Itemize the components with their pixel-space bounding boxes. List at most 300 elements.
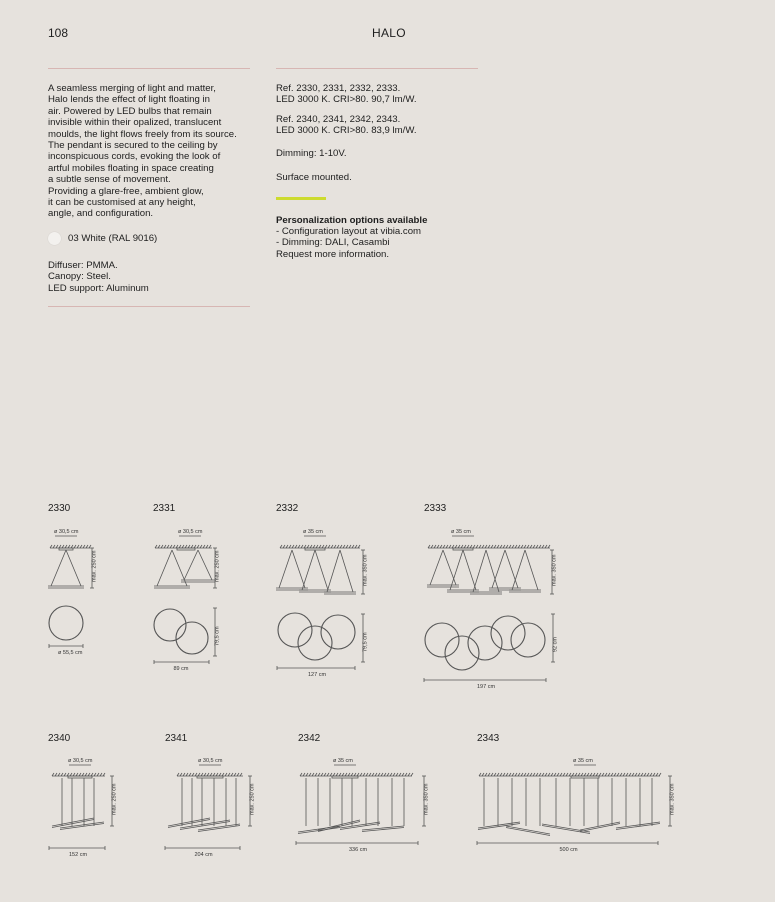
- ceiling-hatch: [536, 545, 538, 548]
- canopy: [197, 776, 223, 778]
- depth-2333: 92 cm: [552, 637, 559, 652]
- ceiling-hatch: [298, 545, 300, 548]
- ceiling-hatch: [518, 545, 520, 548]
- ceiling-hatch: [399, 773, 401, 776]
- ring-2333: [468, 626, 502, 660]
- ceiling-hatch: [209, 545, 211, 548]
- suspension-cord: [184, 550, 198, 580]
- materials: Diffuser: PMMA. Canopy: Steel. LED support: Aluminum: [48, 260, 149, 294]
- ceiling-hatch: [554, 773, 556, 776]
- canopy: [332, 776, 358, 778]
- ceiling-hatch: [325, 545, 327, 548]
- ceiling-hatch: [204, 773, 206, 776]
- ceiling-hatch: [61, 773, 63, 776]
- ceiling-hatch: [596, 773, 598, 776]
- ceiling-hatch: [638, 773, 640, 776]
- ceiling-hatch: [527, 545, 529, 548]
- ceiling-hatch: [240, 773, 242, 776]
- ring-2332: [278, 613, 312, 647]
- ceiling-hatch: [321, 773, 323, 776]
- ceiling-hatch: [103, 773, 105, 776]
- ceiling-hatch: [315, 773, 317, 776]
- ceiling-hatch: [623, 773, 625, 776]
- ceiling-hatch: [650, 773, 652, 776]
- ceiling-hatch: [566, 773, 568, 776]
- height-2341: max. 250 cm: [249, 783, 256, 815]
- ceiling-hatch: [161, 545, 163, 548]
- ceiling-hatch: [203, 545, 205, 548]
- depth-2332: 79,5 cm: [362, 632, 369, 652]
- model-code-2340: 2340: [48, 733, 71, 744]
- ceiling-hatch: [346, 545, 348, 548]
- ceiling-hatch: [176, 545, 178, 548]
- ceiling-hatch: [301, 545, 303, 548]
- ceiling-hatch: [539, 545, 541, 548]
- ceiling-hatch: [222, 773, 224, 776]
- ceiling-hatch: [76, 773, 78, 776]
- linear-fixture: [616, 824, 660, 830]
- ceiling-hatch: [310, 545, 312, 548]
- ceiling-hatch: [366, 773, 368, 776]
- ceiling-hatch: [581, 773, 583, 776]
- ceiling-hatch: [387, 773, 389, 776]
- ceiling-hatch: [617, 773, 619, 776]
- ceiling-hatch: [396, 773, 398, 776]
- ceiling-hatch: [512, 545, 514, 548]
- ceiling-hatch: [491, 545, 493, 548]
- ceiling-hatch: [237, 773, 239, 776]
- canopy: [571, 776, 599, 778]
- ceiling-hatch: [182, 545, 184, 548]
- ceiling-hatch: [303, 773, 305, 776]
- ceiling-hatch: [352, 545, 354, 548]
- ceiling-hatch: [316, 545, 318, 548]
- ceiling-hatch: [307, 545, 309, 548]
- canopy: [305, 548, 325, 550]
- ceiling-hatch: [327, 773, 329, 776]
- ceiling-hatch: [68, 545, 70, 548]
- ceiling-hatch: [545, 545, 547, 548]
- diam-2333: ø 35 cm: [451, 529, 471, 535]
- ceiling-hatch: [503, 545, 505, 548]
- ceiling-hatch: [635, 773, 637, 776]
- ceiling-hatch: [207, 773, 209, 776]
- ceiling-hatch: [503, 773, 505, 776]
- ceiling-hatch: [331, 545, 333, 548]
- ceiling-hatch: [557, 773, 559, 776]
- ring-2331: [154, 609, 186, 641]
- ceiling-hatch: [170, 545, 172, 548]
- ceiling-hatch: [195, 773, 197, 776]
- ceiling-hatch: [482, 773, 484, 776]
- ceiling-hatch: [405, 773, 407, 776]
- ceiling-hatch: [488, 545, 490, 548]
- suspension-cord: [66, 550, 81, 586]
- ceiling-hatch: [67, 773, 69, 776]
- ceiling-hatch: [431, 545, 433, 548]
- diam-2342: ø 35 cm: [333, 758, 353, 764]
- ceiling-hatch: [79, 773, 81, 776]
- ceiling-hatch: [434, 545, 436, 548]
- ceiling-hatch: [464, 545, 466, 548]
- finish-label: 03 White (RAL 9016): [68, 233, 158, 244]
- ceiling-hatch: [292, 545, 294, 548]
- ceiling-hatch: [500, 545, 502, 548]
- ceiling-hatch: [189, 773, 191, 776]
- ceiling-hatch: [64, 773, 66, 776]
- ring-2333: [425, 623, 459, 657]
- depth-2331: 79,5 cm: [214, 626, 221, 646]
- ceiling-hatch: [70, 773, 72, 776]
- ceiling-hatch: [629, 773, 631, 776]
- dimming: Dimming: 1-10V.: [276, 148, 347, 159]
- ceiling-hatch: [55, 773, 57, 776]
- ceiling-hatch: [476, 545, 478, 548]
- ceiling-hatch: [533, 545, 535, 548]
- ceiling-hatch: [369, 773, 371, 776]
- ceiling-hatch: [440, 545, 442, 548]
- ceiling-hatch: [354, 773, 356, 776]
- ceiling-hatch: [497, 545, 499, 548]
- ceiling-hatch: [372, 773, 374, 776]
- ceiling-hatch: [518, 773, 520, 776]
- ceiling-hatch: [198, 773, 200, 776]
- ceiling-hatch: [191, 545, 193, 548]
- ceiling-hatch: [83, 545, 85, 548]
- ceiling-hatch: [97, 773, 99, 776]
- suspension-cord: [463, 550, 476, 590]
- ceiling-hatch: [155, 545, 157, 548]
- ceiling-hatch: [509, 545, 511, 548]
- ceiling-hatch: [584, 773, 586, 776]
- ceiling-hatch: [324, 773, 326, 776]
- ceiling-hatch: [458, 545, 460, 548]
- ceiling-hatch: [100, 773, 102, 776]
- ceiling-hatch: [393, 773, 395, 776]
- ceiling-hatch: [231, 773, 233, 776]
- ceiling-hatch: [656, 773, 658, 776]
- suspension-cord: [292, 550, 305, 588]
- model-code-2331: 2331: [153, 503, 176, 514]
- ceiling-hatch: [411, 773, 413, 776]
- ceiling-hatch: [446, 545, 448, 548]
- ceiling-hatch: [336, 773, 338, 776]
- ceiling-hatch: [536, 773, 538, 776]
- ceiling-hatch: [494, 545, 496, 548]
- ceiling-hatch: [408, 773, 410, 776]
- ceiling-hatch: [295, 545, 297, 548]
- suspension-cord: [172, 550, 187, 586]
- ceiling-hatch: [590, 773, 592, 776]
- ceiling-hatch: [318, 773, 320, 776]
- ceiling-hatch: [71, 545, 73, 548]
- ceiling-hatch: [626, 773, 628, 776]
- ceiling-hatch: [158, 545, 160, 548]
- linear-fixture: [52, 818, 94, 826]
- ceiling-hatch: [86, 545, 88, 548]
- ceiling-hatch: [94, 773, 96, 776]
- linear-fixture: [506, 826, 550, 834]
- model-code-2341: 2341: [165, 733, 188, 744]
- ceiling-hatch: [620, 773, 622, 776]
- ceiling-hatch: [524, 545, 526, 548]
- ceiling-hatch: [304, 545, 306, 548]
- suspension-cord: [512, 550, 525, 590]
- width-2341: 204 cm: [194, 852, 213, 858]
- ceiling-hatch: [91, 773, 93, 776]
- ceiling-hatch: [328, 545, 330, 548]
- ceiling-hatch: [177, 773, 179, 776]
- ceiling-hatch: [349, 545, 351, 548]
- ceiling-hatch: [452, 545, 454, 548]
- ceiling-hatch: [357, 773, 359, 776]
- ceiling-hatch: [551, 773, 553, 776]
- ceiling-hatch: [173, 545, 175, 548]
- ceiling-hatch: [59, 545, 61, 548]
- ceiling-hatch: [179, 545, 181, 548]
- ceiling-hatch: [602, 773, 604, 776]
- ceiling-hatch: [614, 773, 616, 776]
- ceiling-hatch: [497, 773, 499, 776]
- ceiling-hatch: [80, 545, 82, 548]
- ceiling-hatch: [515, 773, 517, 776]
- ceiling-hatch: [659, 773, 661, 776]
- ring-2333: [491, 616, 525, 650]
- ceiling-hatch: [560, 773, 562, 776]
- ceiling-hatch: [339, 773, 341, 776]
- ceiling-hatch: [402, 773, 404, 776]
- ceiling-hatch: [506, 545, 508, 548]
- ceiling-hatch: [563, 773, 565, 776]
- ceiling-hatch: [358, 545, 360, 548]
- ceiling-hatch: [485, 773, 487, 776]
- linear-fixture: [580, 824, 620, 832]
- refs-b: Ref. 2340, 2341, 2342, 2343. LED 3000 K. CRI>80. 83,9 lm/W.: [276, 114, 417, 137]
- linear-fixture: [318, 820, 360, 830]
- ceiling-hatch: [488, 773, 490, 776]
- ceiling-hatch: [611, 773, 613, 776]
- height-2343: max. 350 cm: [669, 783, 676, 815]
- suspension-cord: [505, 550, 518, 588]
- width-2333: 197 cm: [477, 684, 496, 690]
- canopy: [177, 548, 195, 550]
- ceiling-hatch: [192, 773, 194, 776]
- suspension-cord: [450, 550, 463, 590]
- diam-2331: ø 30,5 cm: [178, 529, 203, 535]
- ceiling-hatch: [512, 773, 514, 776]
- ceiling-hatch: [348, 773, 350, 776]
- diam-2330: ø 30,5 cm: [54, 529, 79, 535]
- ceiling-hatch: [234, 773, 236, 776]
- ceiling-hatch: [494, 773, 496, 776]
- ceiling-hatch: [599, 773, 601, 776]
- ceiling-hatch: [306, 773, 308, 776]
- ceiling-hatch: [572, 773, 574, 776]
- ceiling-hatch: [89, 545, 91, 548]
- ceiling-hatch: [309, 773, 311, 776]
- suspension-cord: [157, 550, 172, 586]
- ceiling-hatch: [515, 545, 517, 548]
- ceiling-hatch: [605, 773, 607, 776]
- ceiling-hatch: [88, 773, 90, 776]
- ceiling-hatch: [345, 773, 347, 776]
- ceiling-hatch: [74, 545, 76, 548]
- ceiling-hatch: [280, 545, 282, 548]
- ceiling-hatch: [470, 545, 472, 548]
- model-code-2330: 2330: [48, 503, 71, 514]
- ceiling-hatch: [578, 773, 580, 776]
- model-code-2342: 2342: [298, 733, 321, 744]
- personalization-body: - Configuration layout at vibia.com - Dimming: DALI, Casambi Request more information.: [276, 226, 422, 260]
- ceiling-hatch: [330, 773, 332, 776]
- ring-2332: [321, 615, 355, 649]
- ceiling-hatch: [167, 545, 169, 548]
- ring-2333: [511, 623, 545, 657]
- ceiling-hatch: [200, 545, 202, 548]
- ceiling-hatch: [533, 773, 535, 776]
- ceiling-hatch: [647, 773, 649, 776]
- ceiling-hatch: [542, 545, 544, 548]
- suspension-cord: [279, 550, 292, 588]
- suspension-cord: [443, 550, 456, 585]
- ceiling-hatch: [186, 773, 188, 776]
- suspension-cord: [302, 550, 315, 590]
- model-code-2333: 2333: [424, 503, 447, 514]
- width-2332: 127 cm: [308, 672, 327, 678]
- ceiling-hatch: [194, 545, 196, 548]
- linear-fixture: [168, 818, 210, 826]
- refs-a: Ref. 2330, 2331, 2332, 2333. LED 3000 K. CRI>80. 90,7 lm/W.: [276, 83, 417, 106]
- ceiling-hatch: [333, 773, 335, 776]
- ceiling-hatch: [443, 545, 445, 548]
- ceiling-hatch: [343, 545, 345, 548]
- product-description: A seamless merging of light and matter, Halo lends the effect of light floating in air. Powered by LED bulbs that remain invisible within their opalized, translucent moulds, the light flows freely from its source. The pendant is secured to the ceiling by inconspicuous cords, evoking the look of artful mobiles floating in space creating a subtle sense of movement. Providing a glare-free, ambient glow, it can be customised at any height, angle, and configuration.: [48, 83, 237, 220]
- ceiling-hatch: [587, 773, 589, 776]
- ceiling-hatch: [313, 545, 315, 548]
- ceiling-hatch: [342, 773, 344, 776]
- model-code-2332: 2332: [276, 503, 299, 514]
- ceiling-hatch: [500, 773, 502, 776]
- linear-fixture: [580, 822, 620, 830]
- ceiling-hatch: [384, 773, 386, 776]
- ring-2331: [176, 622, 208, 654]
- linear-fixture: [616, 822, 660, 828]
- ceiling-hatch: [164, 545, 166, 548]
- diam-2340: ø 30,5 cm: [68, 758, 93, 764]
- ceiling-hatch: [210, 773, 212, 776]
- page-number: 108: [48, 26, 69, 40]
- ceiling-hatch: [509, 773, 511, 776]
- ceiling-hatch: [337, 545, 339, 548]
- height-2331: max. 250 cm: [214, 550, 221, 582]
- ceiling-hatch: [521, 545, 523, 548]
- ceiling-hatch: [506, 773, 508, 776]
- ring-2332: [298, 626, 332, 660]
- ceiling-hatch: [52, 773, 54, 776]
- ceiling-hatch: [530, 545, 532, 548]
- ceiling-hatch: [491, 773, 493, 776]
- personalization-title: Personalization options available: [276, 215, 428, 226]
- ceiling-hatch: [428, 545, 430, 548]
- ceiling-hatch: [653, 773, 655, 776]
- ceiling-hatch: [216, 773, 218, 776]
- suspension-cord: [198, 550, 212, 580]
- ceiling-hatch: [197, 545, 199, 548]
- ceiling-hatch: [521, 773, 523, 776]
- ceiling-hatch: [73, 773, 75, 776]
- ceiling-hatch: [185, 545, 187, 548]
- canopy: [68, 776, 92, 778]
- width-2340: 152 cm: [69, 852, 88, 858]
- ceiling-hatch: [473, 545, 475, 548]
- height-2340: max. 250 cm: [111, 783, 118, 815]
- ceiling-hatch: [53, 545, 55, 548]
- diam-2332: ø 35 cm: [303, 529, 323, 535]
- ceiling-hatch: [632, 773, 634, 776]
- width-2343: 500 cm: [559, 847, 578, 853]
- ceiling-hatch: [378, 773, 380, 776]
- ceiling-hatch: [300, 773, 302, 776]
- height-2332: max. 350 cm: [362, 554, 369, 586]
- linear-fixture: [198, 826, 240, 832]
- ceiling-hatch: [548, 545, 550, 548]
- ceiling-hatch: [62, 545, 64, 548]
- linear-fixture: [506, 828, 550, 836]
- ceiling-hatch: [479, 545, 481, 548]
- ceiling-hatch: [58, 773, 60, 776]
- ceiling-hatch: [479, 773, 481, 776]
- page-title: HALO: [372, 26, 406, 40]
- ceiling-hatch: [482, 545, 484, 548]
- ceiling-hatch: [449, 545, 451, 548]
- suspension-cord: [473, 550, 486, 592]
- diam-2343: ø 35 cm: [573, 758, 593, 764]
- ceiling-hatch: [363, 773, 365, 776]
- ceiling-hatch: [527, 773, 529, 776]
- ceiling-hatch: [461, 545, 463, 548]
- ceiling-hatch: [183, 773, 185, 776]
- ceiling-hatch: [390, 773, 392, 776]
- ceiling-hatch: [467, 545, 469, 548]
- canopy: [59, 548, 73, 550]
- model-code-2343: 2343: [477, 733, 500, 744]
- ceiling-hatch: [351, 773, 353, 776]
- ceiling-hatch: [569, 773, 571, 776]
- ceiling-hatch: [455, 545, 457, 548]
- suspension-cord: [525, 550, 538, 590]
- ceiling-hatch: [319, 545, 321, 548]
- ceiling-hatch: [539, 773, 541, 776]
- ceiling-hatch: [334, 545, 336, 548]
- ceiling-hatch: [524, 773, 526, 776]
- ceiling-hatch: [206, 545, 208, 548]
- width-2330: ø 55,5 cm: [58, 650, 83, 656]
- ceiling-hatch: [312, 773, 314, 776]
- linear-fixture: [198, 824, 240, 830]
- suspension-cord: [340, 550, 353, 592]
- ceiling-hatch: [85, 773, 87, 776]
- ceiling-hatch: [530, 773, 532, 776]
- height-2333: max. 350 cm: [551, 554, 558, 586]
- mounting: Surface mounted.: [276, 172, 352, 183]
- ceiling-hatch: [180, 773, 182, 776]
- diam-2341: ø 30,5 cm: [198, 758, 223, 764]
- ceiling-hatch: [77, 545, 79, 548]
- ring-2333: [445, 636, 479, 670]
- width-2331: 89 cm: [173, 666, 189, 672]
- ceiling-hatch: [608, 773, 610, 776]
- ceiling-hatch: [82, 773, 84, 776]
